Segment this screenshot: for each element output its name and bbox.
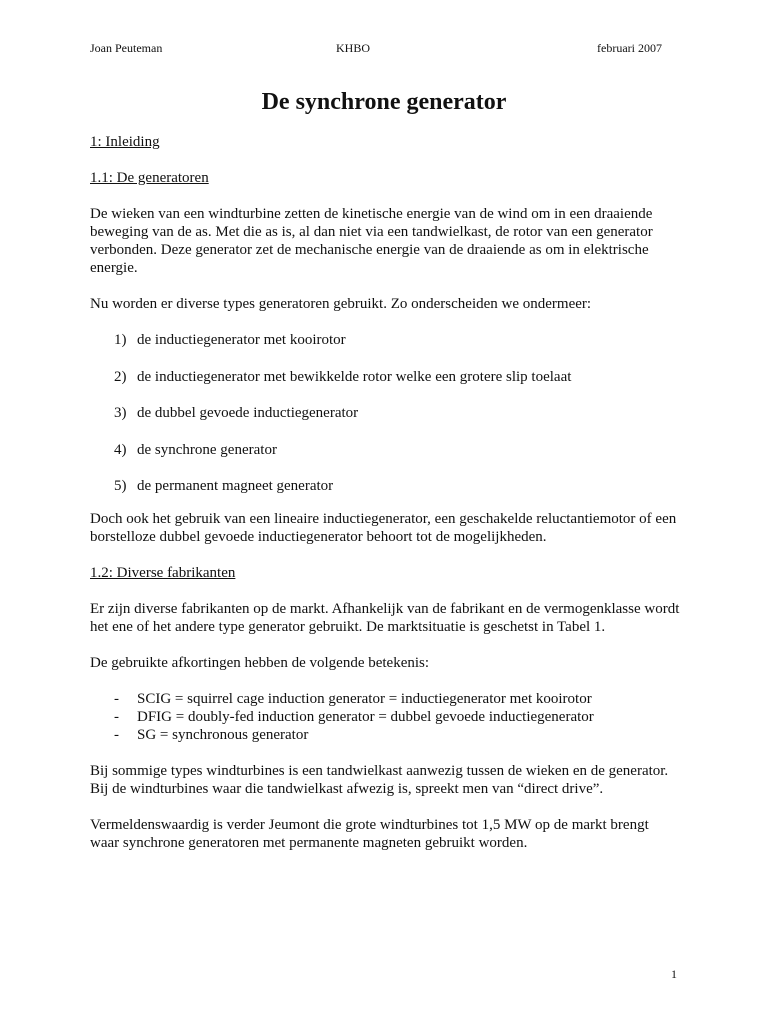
list-dash: - [114,709,119,725]
list-item [90,368,680,386]
list-dash: - [114,727,119,743]
list-item [90,441,680,459]
page-header [90,41,662,57]
paragraph-manufacturers: Er zijn diverse fabrikanten op de markt. Afhankelijk van de fabrikant en de vermogenklasse wordt het ene of het andere type generator gebruikt. De marktsituatie is geschetst in Tabel 1. [90,601,680,635]
paragraph-direct-drive: Bij sommige types windturbines is een tandwielkast aanwezig tussen de wieken en de generator. Bij de windturbines waar die tandwielkast afwezig is, spreekt men van “direct drive”. [90,763,669,797]
abbreviations-list [90,690,680,744]
list-text: de dubbel gevoede inductiegenerator [137,405,359,421]
paragraph-types-intro: Nu worden er diverse types generatoren gebruikt. Zo onderscheiden we ondermeer: [90,296,592,312]
header-date: februari 2007 [597,41,662,55]
list-number: 3) [114,405,127,421]
list-item [90,708,680,726]
generator-types-list [90,331,680,495]
page-number: 1 [671,967,677,981]
list-number: 4) [114,441,127,458]
paragraph-intro: De wieken van een windturbine zetten de kinetische energie van de wind om in een draaiende beweging van de as. Met die as is, al dan niet via een tandwielkast, de rotor van een generator verbonden. Deze generator zet de mechanische energie van de draaiende as om in elektrische energie. [90,206,653,276]
section-heading-generatoren: 1.1: De generatoren [90,170,209,186]
list-item [90,690,680,708]
paragraph-other-options: Doch ook het gebruik van een lineaire inductiegenerator, een geschakelde reluctantiemotor of een borstelloze dubbel gevoede inductiegenerator behoort tot de mogelijkheden. [90,511,677,545]
list-item [90,726,680,744]
document-title: De synchrone generator [261,89,507,115]
list-text: SG = synchronous generator [137,727,309,743]
list-text: de inductiegenerator met kooirotor [137,332,346,348]
list-text: SCIG = squirrel cage induction generator = inductiegenerator met kooirotor [137,691,592,707]
list-number: 2) [114,368,127,385]
document-body [90,133,680,852]
section-heading-inleiding: 1: Inleiding [90,134,160,150]
list-dash: - [114,691,119,707]
list-item [90,477,680,495]
list-text: de synchrone generator [137,441,277,458]
list-item [90,331,680,349]
header-author: Joan Peuteman [90,41,163,55]
list-text: de permanent magneet generator [137,478,334,494]
paragraph-jeumont: Vermeldenswaardig is verder Jeumont die grote windturbines tot 1,5 MW op de markt brengt waar synchrone generatoren met permanente magneten gebruikt worden. [90,817,649,851]
section-heading-fabrikanten: 1.2: Diverse fabrikanten [90,565,236,581]
list-number: 5) [114,478,127,494]
list-item [90,404,680,422]
list-text: de inductiegenerator met bewikkelde rotor welke een grotere slip toelaat [137,368,572,385]
list-number: 1) [114,332,127,348]
paragraph-abbreviations-intro: De gebruikte afkortingen hebben de volgende betekenis: [90,655,430,671]
list-text: DFIG = doubly-fed induction generator = dubbel gevoede inductiegenerator [137,709,594,725]
header-institution: KHBO [336,41,371,55]
